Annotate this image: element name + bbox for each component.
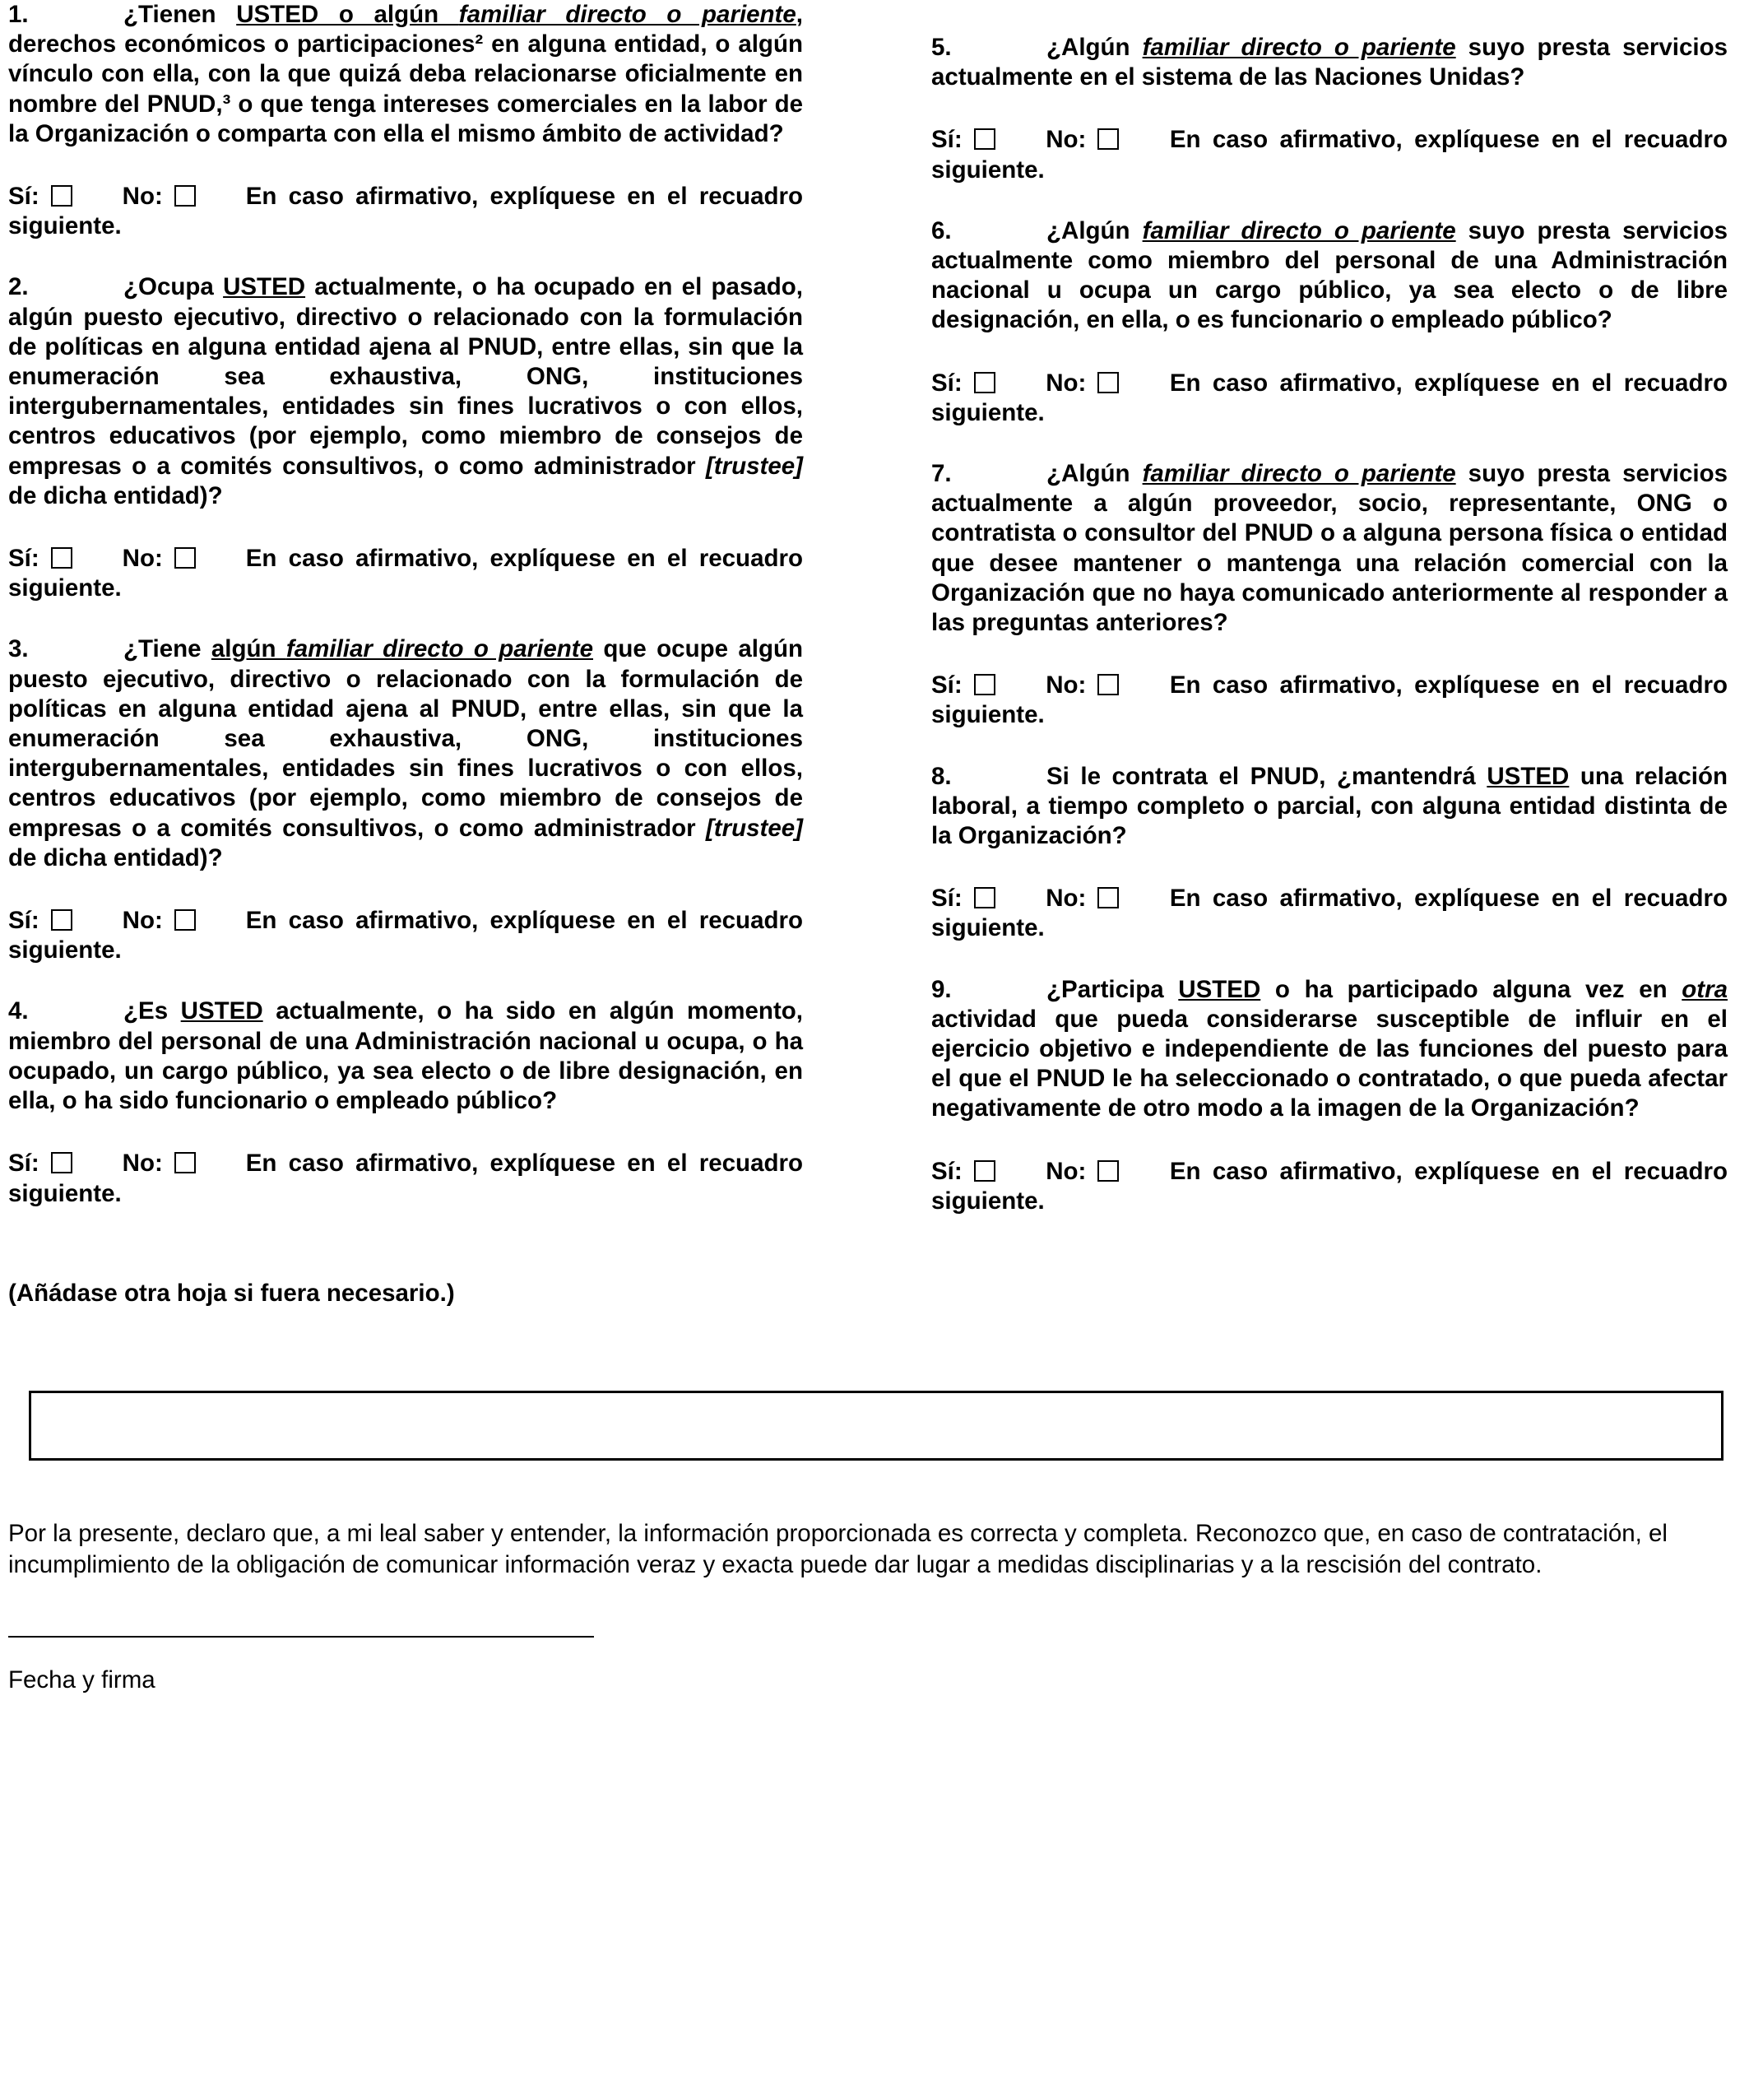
question-9: 9. ¿Participa USTED o ha participado alguna vez en otra actividad que pueda considerarse susceptible de influir en el ejercicio objetivo e independiente de las funciones del puesto para el que el PNUD le ha seleccionado o contratado, o que pueda afectar negativamente de otro modo a la imagen de la Organización? [931, 975, 1728, 1122]
explain-text: En caso afirmativo, explíquese en el recuadro siguiente. [931, 671, 1728, 729]
answer-row-3 [8, 906, 803, 965]
explain-text: En caso afirmativo, explíquese en el recuadro siguiente. [931, 885, 1728, 942]
question-number: 1. [8, 1, 29, 28]
no-label: No: [1046, 671, 1087, 699]
question-1: 1. ¿Tienen USTED o algún familiar directo o pariente, derechos económicos o participaciones² en alguna entidad, o algún vínculo con ella, con la que quizá deba relacionarse oficialmente en nombre del PNUD,³ o que tenga intereses comerciales en la labor de la Organización o comparta con ella el mismo ámbito de actividad? [8, 1, 803, 147]
no-label: No: [1046, 885, 1087, 913]
yes-checkbox[interactable] [974, 128, 995, 150]
no-label: No: [1046, 126, 1087, 154]
yes-checkbox[interactable] [51, 547, 72, 569]
no-label: No: [122, 907, 163, 935]
signature-caption: Fecha y firma [8, 1666, 155, 1693]
answer-row-6 [931, 369, 1728, 428]
right-column [931, 33, 1728, 1216]
no-label: No: [122, 1150, 163, 1178]
yes-checkbox[interactable] [974, 372, 995, 393]
no-checkbox[interactable] [1097, 128, 1119, 150]
no-label: No: [122, 183, 163, 211]
answer-row-8 [931, 884, 1728, 943]
explain-text: En caso afirmativo, explíquese en el recuadro siguiente. [931, 126, 1728, 184]
no-checkbox[interactable] [1097, 887, 1119, 908]
no-checkbox[interactable] [1097, 372, 1119, 393]
question-number: 7. [931, 460, 952, 488]
question-number: 4. [8, 997, 29, 1025]
explain-text: En caso afirmativo, explíquese en el recuadro siguiente. [931, 1157, 1728, 1215]
question-5: 5. ¿Algún familiar directo o pariente suyo presta servicios actualmente en el sistema de las Naciones Unidas? [931, 34, 1728, 91]
left-column [8, 0, 803, 1209]
answer-row-5 [931, 125, 1728, 184]
question-number: 2. [8, 273, 29, 301]
no-checkbox[interactable] [174, 909, 196, 931]
yes-checkbox[interactable] [974, 674, 995, 695]
explain-text: En caso afirmativo, explíquese en el recuadro siguiente. [8, 183, 803, 240]
yes-checkbox[interactable] [51, 185, 72, 207]
no-label: No: [122, 545, 163, 573]
answer-row-9 [931, 1157, 1728, 1216]
explain-text: En caso afirmativo, explíquese en el recuadro siguiente. [931, 369, 1728, 426]
yes-checkbox[interactable] [974, 887, 995, 908]
yes-label: Sí: [931, 1157, 963, 1185]
yes-checkbox[interactable] [51, 1152, 72, 1173]
explain-text: En caso afirmativo, explíquese en el recuadro siguiente. [8, 545, 803, 602]
answer-row-2 [8, 544, 803, 603]
question-4: 4. ¿Es USTED actualmente, o ha sido en algún momento, miembro del personal de una Administración nacional u ocupa, o ha ocupado, un cargo público, ya sea electo o de libre designación, en ella, o ha sido funcionario o empleado público? [8, 997, 803, 1115]
no-checkbox[interactable] [1097, 1160, 1119, 1182]
no-label: No: [1046, 1157, 1087, 1185]
question-7: 7. ¿Algún familiar directo o pariente suyo presta servicios actualmente a algún proveedor, socio, representante, ONG o contratista o consultor del PNUD o a alguna persona física o entidad que desee mantener o mantenga una relación comercial con la Organización que no haya comunicado anteriormente al responder a las preguntas anteriores? [931, 460, 1728, 637]
explain-text: En caso afirmativo, explíquese en el recuadro siguiente. [8, 1150, 803, 1207]
explain-text: En caso afirmativo, explíquese en el recuadro siguiente. [8, 907, 803, 964]
yes-label: Sí: [8, 545, 39, 573]
question-2: 2. ¿Ocupa USTED actualmente, o ha ocupado en el pasado, algún puesto ejecutivo, directivo o relacionado con la formulación de políticas en alguna entidad ajena al PNUD, entre ellas, sin que la enumeración sea exhaustiva, ONG, instituciones intergubernamentales, entidades sin fines lucrativos o con ellos, centros educativos (por ejemplo, como miembro de consejos de empresas o a comités consultivos, o como administrador [trustee] de dicha entidad)? [8, 273, 804, 509]
signature-line[interactable] [8, 1636, 594, 1638]
question-number: 5. [931, 34, 952, 61]
answer-row-7 [931, 671, 1728, 730]
no-checkbox[interactable] [174, 547, 196, 569]
answer-row-4 [8, 1149, 803, 1208]
no-checkbox[interactable] [174, 185, 196, 207]
yes-checkbox[interactable] [974, 1160, 995, 1182]
question-3: 3. ¿Tiene algún familiar directo o pariente que ocupe algún puesto ejecutivo, directivo o relacionado con la formulación de políticas en alguna entidad ajena al PNUD, entre ellas, sin que la enumeración sea exhaustiva, ONG, instituciones intergubernamentales, entidades sin fines lucrativos o con ellos, centros educativos (por ejemplo, como miembro de consejos de empresas o a comités consultivos, o como administrador [trustee] de dicha entidad)? [8, 635, 804, 871]
yes-label: Sí: [8, 907, 39, 935]
explanation-box[interactable] [29, 1391, 1723, 1461]
answer-row-1 [8, 182, 803, 241]
no-checkbox[interactable] [174, 1152, 196, 1173]
question-number: 8. [931, 762, 952, 790]
question-number: 6. [931, 216, 952, 244]
question-number: 3. [8, 635, 29, 663]
question-8: 8. Si le contrata el PNUD, ¿mantendrá USTED una relación laboral, a tiempo completo o parcial, con alguna entidad distinta de la Organización? [931, 762, 1728, 850]
declaration-text: Por la presente, declaro que, a mi leal saber y entender, la información proporcionada es correcta y completa. Reconozco que, en caso de contratación, el incumplimiento de la obligación de comunicar información veraz y exacta puede dar lugar a medidas disciplinarias y a la rescisión del contrato. [8, 1520, 1668, 1578]
yes-label: Sí: [931, 885, 963, 913]
yes-label: Sí: [931, 369, 963, 397]
no-checkbox[interactable] [1097, 674, 1119, 695]
yes-label: Sí: [8, 183, 39, 211]
no-label: No: [1046, 369, 1087, 397]
yes-label: Sí: [8, 1150, 39, 1178]
question-number: 9. [931, 975, 952, 1003]
yes-label: Sí: [931, 126, 963, 154]
additional-sheet-note: (Añádase otra hoja si fuera necesario.) [8, 1280, 455, 1307]
question-6: 6. ¿Algún familiar directo o pariente suyo presta servicios actualmente como miembro del personal de una Administración nacional u ocupa un cargo público, ya sea electo o de libre designación, en ella, o es funcionario o empleado público? [931, 216, 1728, 334]
yes-label: Sí: [931, 671, 963, 699]
yes-checkbox[interactable] [51, 909, 72, 931]
